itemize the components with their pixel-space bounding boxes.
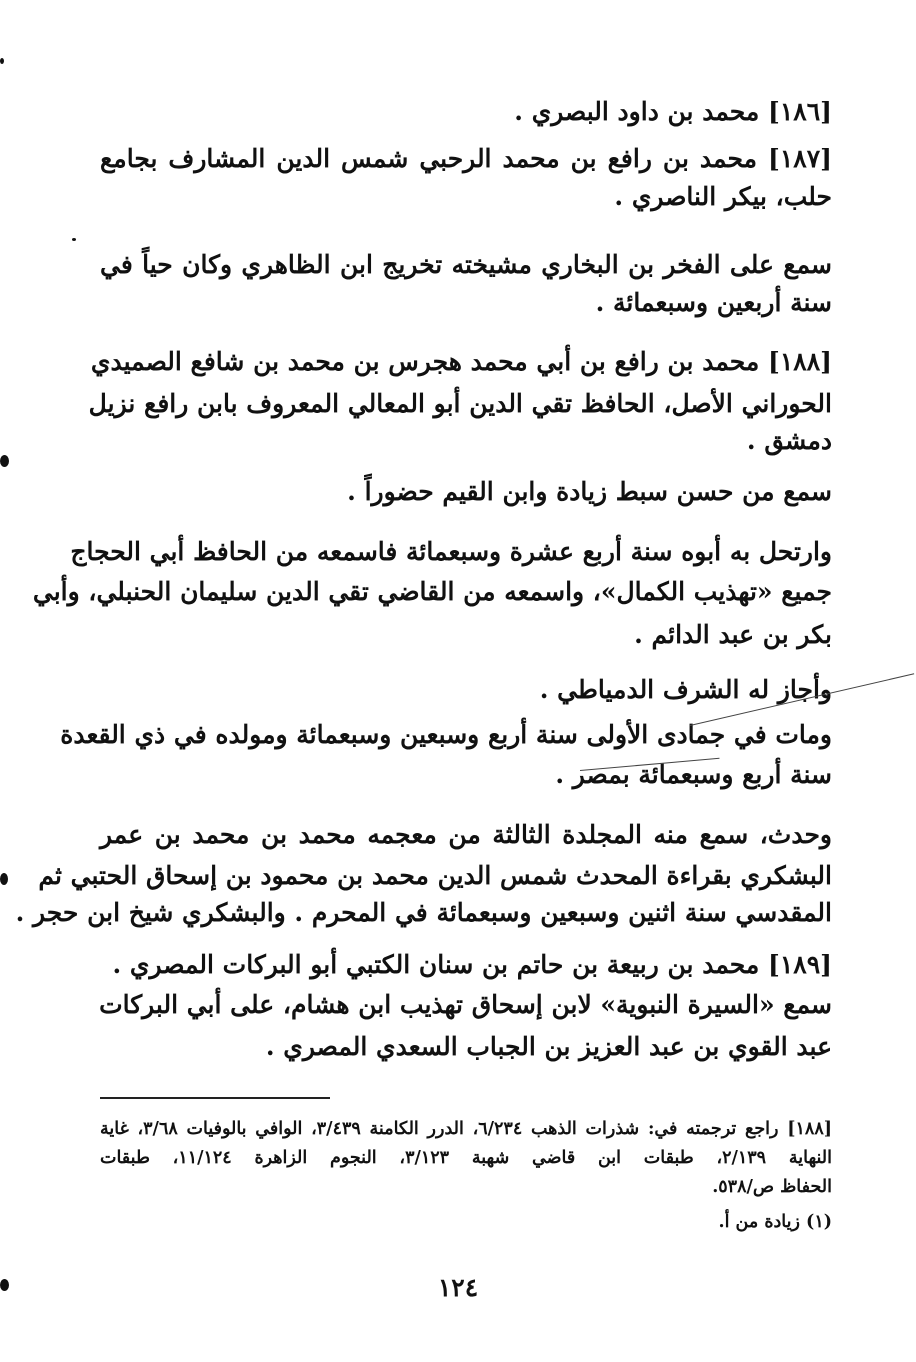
scan-speck [0, 455, 9, 467]
entry-187-line1: [١٨٧] محمد بن رافع بن محمد الرحبي شمس الدين المشارف بجامع [100, 144, 832, 173]
paragraph-line: بكر بن عبد الدائم . [634, 620, 832, 649]
paragraph-line: ومات في جمادى الأولى سنة أربع وسبعين وسبعمائة ومولده في ذي القعدة [60, 720, 832, 749]
paragraph-line: سمع من حسن سبط زيادة وابن القيم حضوراً . [347, 477, 832, 506]
footnote-line: [١٨٨] راجع ترجمته في: شذرات الذهب ٦/٢٣٤، الدرر الكامنة ٣/٤٣٩، الوافي بالوفيات ٣/٦٨، غاية [100, 1119, 832, 1139]
page-number: ١٢٤ [437, 1273, 479, 1302]
paragraph-line: البشكري بقراءة المحدث شمس الدين محمد بن محمود بن إسحاق الحتبي ثم [38, 861, 832, 890]
entry-188-line2: الحوراني الأصل، الحافظ تقي الدين أبو المعالي المعروف بابن رافع نزيل [88, 389, 832, 418]
entry-186: [١٨٦] محمد بن داود البصري . [514, 97, 832, 126]
footnote-line: النهاية ٢/١٣٩، طبقات ابن قاضي شهبة ٣/١٢٣، النجوم الزاهرة ١١/١٢٤، طبقات [100, 1148, 832, 1168]
footnote-line: الحفاظ ص/٥٣٨. [712, 1177, 832, 1197]
entry-188-line3: دمشق . [746, 426, 832, 455]
paragraph-line: المقدسي سنة اثنين وسبعين وسبعمائة في المحرم . والبشكري شيخ ابن حجر . [15, 898, 832, 927]
entry-189-line2: سمع «السيرة النبوية» لابن إسحاق تهذيب ابن هشام، على أبي البركات [99, 990, 832, 1019]
paragraph-line: سنة أربع وسبعمائة بمصر . [555, 760, 832, 789]
paragraph-line: وارتحل به أبوه سنة أربع عشرة وسبعمائة فاسمعه من الحافظ أبي الحجاج [70, 537, 832, 566]
entry-188-line1: [١٨٨] محمد بن رافع بن أبي محمد هجرس بن محمد بن شافع الصميدي [90, 347, 832, 376]
paragraph-line: جميع «تهذيب الكمال»، واسمعه من القاضي تقي الدين سليمان الحنبلي، وأبي [32, 577, 832, 606]
entry-187-line2: حلب، بيكر الناصري . [614, 182, 832, 211]
paragraph-line: سنة أربعين وسبعمائة . [595, 288, 832, 317]
paragraph-line: وأجاز له الشرف الدمياطي . [539, 675, 832, 704]
footnote-divider [100, 1097, 330, 1099]
text-body [15, 92, 832, 1272]
paragraph-line: سمع على الفخر بن البخاري مشيخته تخريج ابن الظاهري وكان حياً في [100, 250, 832, 279]
scan-speck [0, 58, 4, 64]
scan-speck [0, 873, 8, 885]
footnote-line: (١) زيادة من أ. [718, 1212, 832, 1232]
scan-speck [0, 1279, 9, 1291]
entry-189-line3: عبد القوي بن عبد العزيز بن الجباب السعدي المصري . [265, 1032, 832, 1061]
paragraph-line: وحدث، سمع منه المجلدة الثالثة من معجمه محمد بن محمد بن عمر [100, 820, 832, 849]
entry-189-line1: [١٨٩] محمد بن ربيعة بن حاتم بن سنان الكتبي أبو البركات المصري . [112, 950, 832, 979]
scan-speck [72, 238, 76, 241]
